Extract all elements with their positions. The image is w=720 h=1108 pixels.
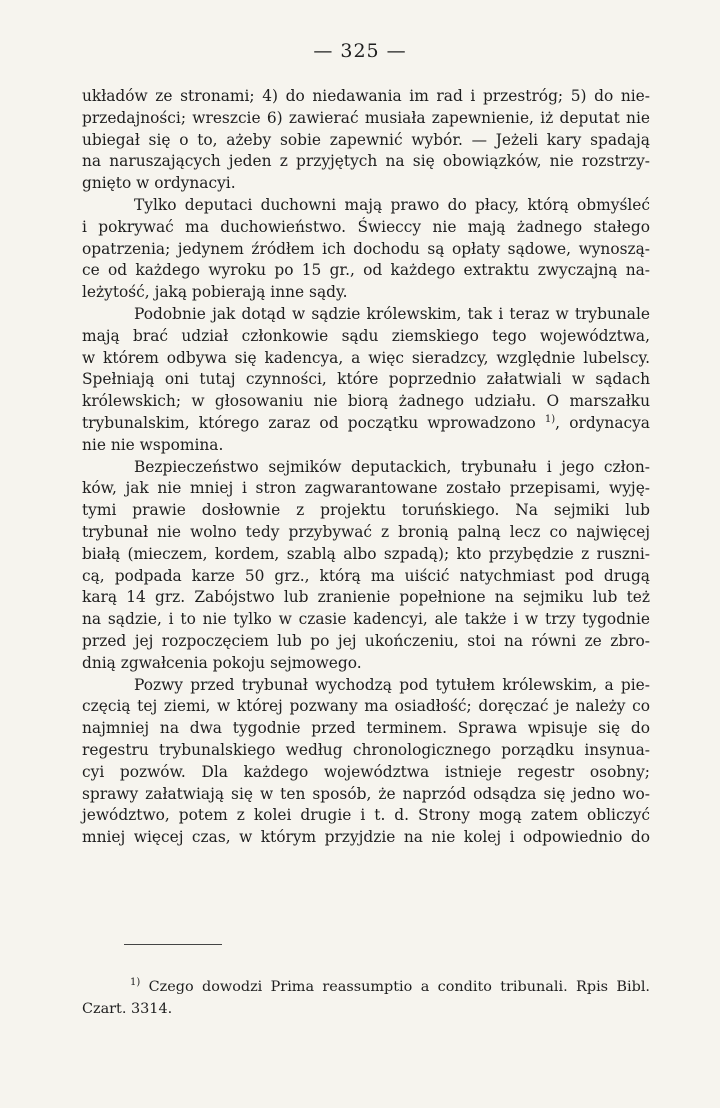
text-line: cą, podpada karze 50 grz., którą ma uiścić natychmiast pod drugą xyxy=(82,566,650,585)
text-line: ce od każdego wyroku po 15 gr., od każdego extraktu zwyczajną na- xyxy=(82,261,650,280)
text-span: , ordynacya xyxy=(555,413,650,432)
footnote-divider xyxy=(124,944,222,945)
text-line: Pozwy przed trybunał wychodzą pod tytułem królewskim, a pie- xyxy=(134,675,650,694)
text-line: cyi pozwów. Dla każdego województwa istnieje regestr osobny; xyxy=(82,762,650,781)
text-line: w którem odbywa się kadencya, a więc sieradzcy, względnie lubelscy. xyxy=(82,348,650,367)
text-line: trybunał nie wolno tedy przybywać z bronią palną lecz co najwięcej xyxy=(82,522,650,541)
text-line: nie nie wspomina. xyxy=(82,435,224,454)
text-line: przed jej rozpoczęciem lub po jej ukończeniu, stoi na równi ze zbro- xyxy=(82,631,650,650)
footnote-reference: 1) xyxy=(544,413,556,425)
text-line: jewództwo, potem z kolei drugie i t. d. Strony mogą zatem obliczyć xyxy=(82,806,650,825)
text-line: gnięto w ordynacyi. xyxy=(82,174,236,193)
paragraph-3 xyxy=(82,304,650,457)
text-line: częcią tej ziemi, w której pozwany ma osiadłość; doręczać je należy co xyxy=(82,697,650,716)
footnote-line: Czart. 3314. xyxy=(82,1001,173,1017)
text-line: sprawy załatwiają się w ten sposób, że naprzód odsądza się jedno wo- xyxy=(82,784,650,803)
text-line: najmniej na dwa tygodnie przed terminem. Sprawa wpisuje się do xyxy=(82,719,650,738)
footnote-text: Czego dowodzi Prima reassumptio a condito tribunali. Rpis Bibl. xyxy=(148,979,650,995)
text-line: tymi prawie dosłownie z projektu toruńskiego. Na sejmiki lub xyxy=(82,501,650,520)
text-line: układów ze stronami; 4) do niedawania im rad i przestróg; 5) do nie- xyxy=(82,87,650,105)
text-line: przedajności; wreszcie 6) zawierać musiała zapewnienie, iż deputat nie xyxy=(82,108,650,127)
text-line: Spełniają oni tutaj czynności, które poprzednio załatwiali w sądach xyxy=(82,370,650,389)
text-line: i pokrywać ma duchowieństwo. Świeccy nie mają żadnego stałego xyxy=(82,217,650,236)
text-line: na naruszających jeden z przyjętych na się obowiązków, nie rozstrzy- xyxy=(82,152,650,171)
text-line: Bezpieczeństwo sejmików deputackich, trybunału i jego człon- xyxy=(134,457,650,476)
footnote-marker: 1) xyxy=(130,977,141,989)
text-span: trybunalskim, którego zaraz od początku wprowadzono xyxy=(82,413,536,432)
text-line: dnią zgwałcenia pokoju sejmowego. xyxy=(82,653,362,672)
footnote-line xyxy=(82,976,650,998)
text-line: na sądzie, i to nie tylko w czasie kadencyi, ale także i w trzy tygodnie xyxy=(82,610,650,629)
paragraph-4 xyxy=(82,457,650,675)
text-line-with-footnote xyxy=(82,413,650,435)
text-line: ubiegał się o to, ażeby sobie zapewnić wybór. — Jeżeli kary spadają xyxy=(82,130,650,149)
paragraph-1 xyxy=(82,86,650,195)
text-line: ków, jak nie mniej i stron zagwarantowane zostało przepisami, wyję- xyxy=(82,479,650,498)
text-line: mniej więcej czas, w którym przyjdzie na nie kolej i odpowiednio do xyxy=(82,828,650,847)
text-line: Tylko deputaci duchowni mają prawo do płacy, którą obmyśleć xyxy=(134,195,650,214)
text-line: mają brać udział członkowie sądu ziemskiego tego województwa, xyxy=(82,326,650,345)
footnote xyxy=(82,976,650,1020)
page-number: — 325 — xyxy=(313,40,407,62)
text-line: karą 14 grz. Zabójstwo lub zranienie popełnione na sejmiku lub też xyxy=(82,588,650,607)
text-line: Podobnie jak dotąd w sądzie królewskim, tak i teraz w trybunale xyxy=(134,304,650,323)
text-line: leżytość, jaką pobierają inne sądy. xyxy=(82,283,348,302)
paragraph-5 xyxy=(82,675,650,849)
text-line: opatrzenia; jedynem źródłem ich dochodu są opłaty sądowe, wynoszą- xyxy=(82,239,650,258)
text-line: regestru trybunalskiego według chronologicznego porządku insynua- xyxy=(82,740,650,759)
main-text xyxy=(82,86,650,849)
paragraph-2 xyxy=(82,195,650,304)
text-line: królewskich; w głosowaniu nie biorą żadnego udziału. O marszałku xyxy=(82,392,650,411)
text-line: białą (mieczem, kordem, szablą albo szpadą); kto przybędzie z ruszni- xyxy=(82,544,650,563)
